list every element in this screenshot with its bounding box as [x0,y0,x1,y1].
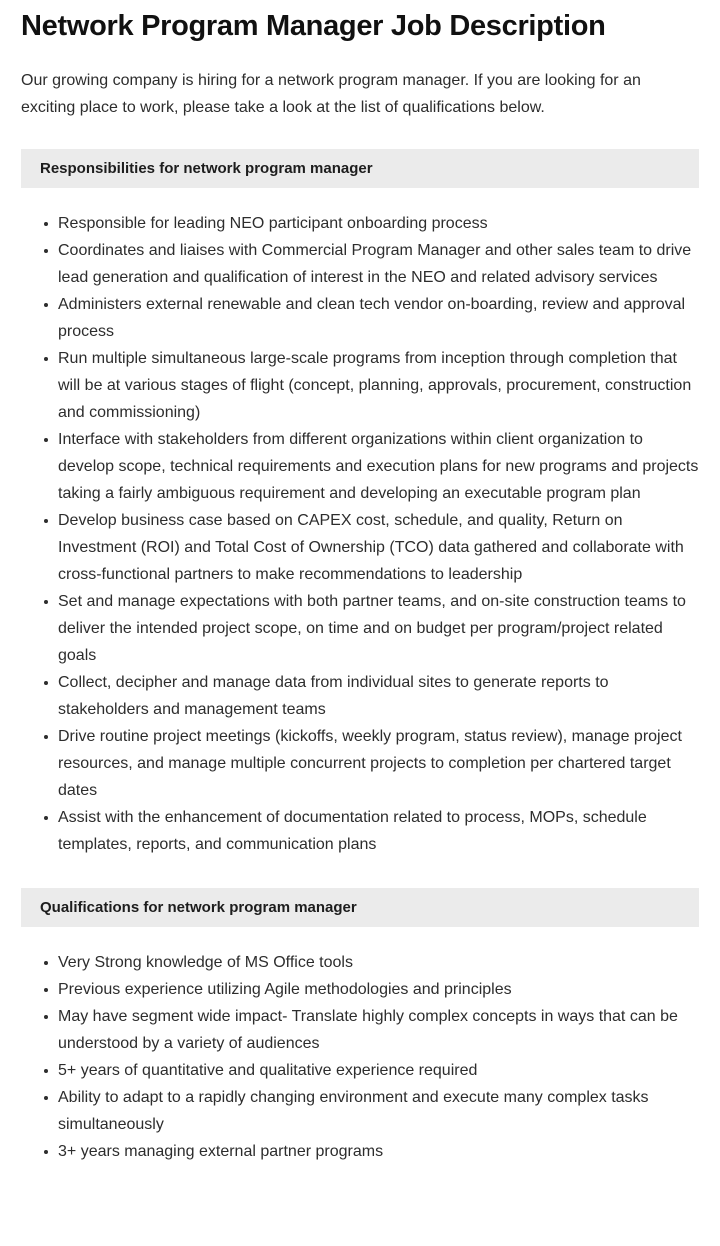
qualifications-heading: Qualifications for network program manager [40,898,357,916]
list-item: Assist with the enhancement of documentation related to process, MOPs, schedule templates, reports, and communication plans [21,804,699,858]
list-item: May have segment wide impact- Translate highly complex concepts in ways that can be understood by a variety of audiences [21,1003,699,1057]
list-item: 3+ years managing external partner programs [21,1138,699,1165]
list-item: Responsible for leading NEO participant onboarding process [21,210,699,237]
list-item: 5+ years of quantitative and qualitative experience required [21,1057,699,1084]
intro-paragraph: Our growing company is hiring for a network program manager. If you are looking for an exciting place to work, please take a look at the list of qualifications below. [21,72,641,116]
qualifications-section [21,858,699,1165]
responsibilities-list [21,188,699,858]
qualifications-list [21,927,699,1165]
list-item: Set and manage expectations with both partner teams, and on-site construction teams to deliver the intended project scope, on time and on budget per program/project related goals [21,588,699,669]
list-item: Administers external renewable and clean tech vendor on-boarding, review and approval process [21,291,699,345]
responsibilities-section [21,121,699,858]
list-item: Coordinates and liaises with Commercial Program Manager and other sales team to drive lead generation and qualification of interest in the NEO and related advisory services [21,237,699,291]
responsibilities-section-header [21,149,699,188]
list-item: Drive routine project meetings (kickoffs, weekly program, status review), manage project resources, and manage multiple concurrent projects to completion per chartered target dates [21,723,699,804]
responsibilities-heading: Responsibilities for network program manager [40,159,373,177]
list-item: Ability to adapt to a rapidly changing environment and execute many complex tasks simultaneously [21,1084,699,1138]
bottom-spacer [21,1165,699,1185]
list-item: Develop business case based on CAPEX cost, schedule, and quality, Return on Investment (ROI) and Total Cost of Ownership (TCO) data gathered and collaborate with cross-functional partners to make recommendations to leadership [21,507,699,588]
list-item: Run multiple simultaneous large-scale programs from inception through completion that will be at various stages of flight (concept, planning, approvals, procurement, construction and commissioning) [21,345,699,426]
list-item: Interface with stakeholders from different organizations within client organization to develop scope, technical requirements and execution plans for new programs and projects taking a fairly ambiguous requirement and developing an executable program plan [21,426,699,507]
list-item: Collect, decipher and manage data from individual sites to generate reports to stakeholders and management teams [21,669,699,723]
list-item: Very Strong knowledge of MS Office tools [21,949,699,976]
list-item: Previous experience utilizing Agile methodologies and principles [21,976,699,1003]
qualifications-section-header [21,888,699,927]
page-title: Network Program Manager Job Description [21,10,606,42]
